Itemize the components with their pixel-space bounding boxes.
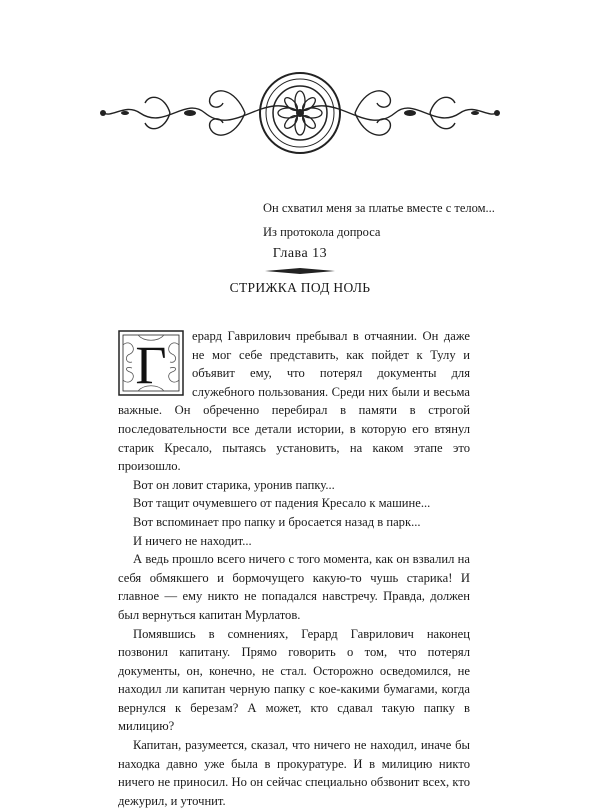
decorative-ornament — [95, 68, 505, 158]
paragraph: Вот тащит очумевшего от падения Кресало к машине... — [133, 496, 431, 511]
chapter-title: СТРИЖКА ПОД НОЛЬ — [229, 280, 371, 295]
dropcap-letter: Г — [135, 335, 167, 395]
paragraph: ерард Гаврилович пребывал в отчаянии. Он даже не мог себе представить, как пойдет к Тулу и объявит ему, что потерял документы для служебного пользования. Среди них были и весьма важные. Он обреченно перебирал в памяти в строгой последовательности все детали истории, в которую его втянул старик Кресало, пытаясь установить, на каком этапе это произошло. — [118, 329, 470, 474]
chapter-divider — [265, 268, 335, 274]
paragraph: А ведь прошло всего ничего с того момента, как он взвалил на себя обмякшего и бормочущего какую-то чушь старика! И главное — ему никто не попадался навстречу. Правда, должен был вернуться капитан Мурлатов. — [118, 552, 470, 622]
paragraph: И ничего не находит... — [133, 533, 252, 548]
dropcap — [118, 330, 184, 396]
paragraph: Вот вспоминает про папку и бросается назад в парк... — [133, 514, 421, 529]
paragraph: Помявшись в сомнениях, Герард Гаврилович наконец позвонил капитану. Прямо говорить о том, что потерял документы, он, конечно, не стал. Осторожно осведомился, не находил ли капитан черную папку с кое-какими бумагами, когда вернулся к березам? А может, кто сдавал такую папку в милицию? — [118, 626, 470, 734]
chapter-number: Глава 13 — [272, 246, 328, 261]
chapter-body — [118, 327, 470, 810]
paragraph: Вот он ловит старика, уронив папку... — [133, 477, 335, 492]
epigraph-source: Из протокола допроса — [263, 225, 381, 239]
epigraph-quote: Он схватил меня за платье вместе с телом... — [263, 201, 495, 215]
paragraph: Капитан, разумеется, сказал, что ничего не находил, иначе бы находка давно уже была в прокуратуре. И в милицию никто ничего не приносил. Но он сейчас специально обзвонит всех, кто дежурил, и уточнит. — [118, 738, 470, 808]
epigraph — [263, 196, 495, 244]
